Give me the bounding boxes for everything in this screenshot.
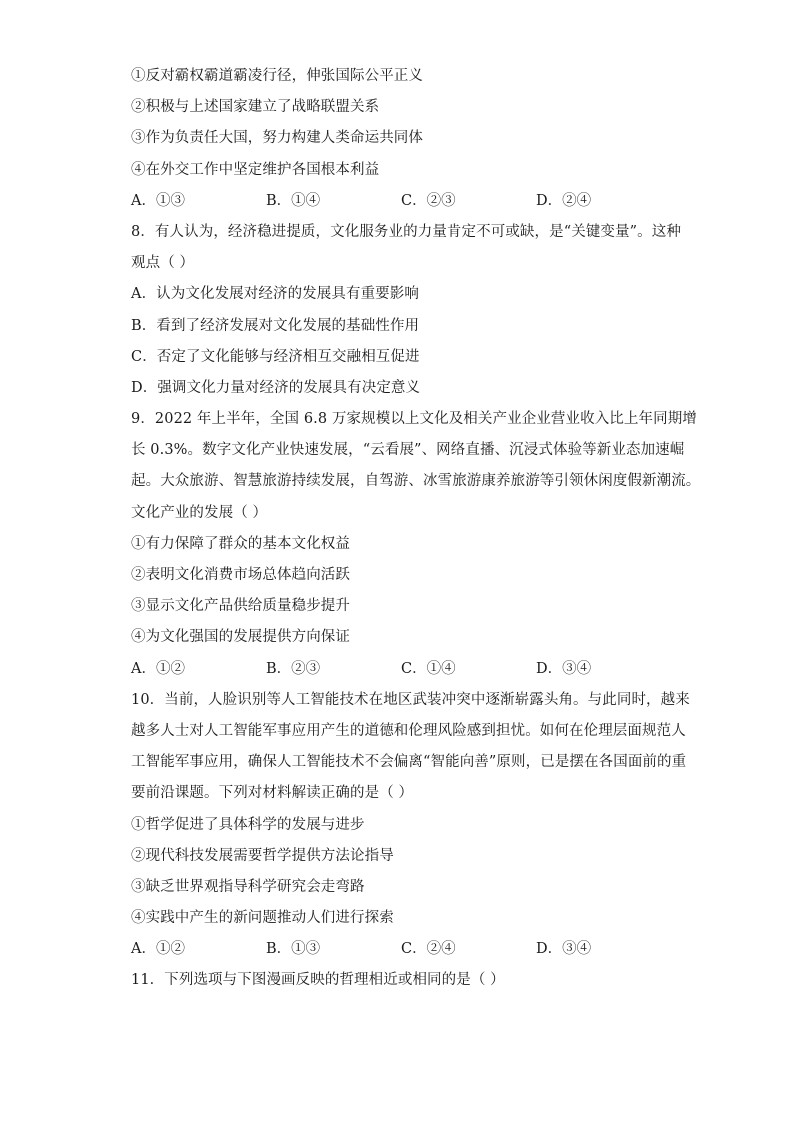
q9-stem-line-1: 9．2022 年上半年，全国 6.8 万家规模以上文化及相关产业企业营业收入比上年同期增 [131,411,697,428]
q9-item-2: ②表明文化消费市场总体趋向活跃 [131,567,350,583]
q9-item-4: ④为文化强国的发展提供方向保证 [131,629,350,646]
question-9 [131,404,701,685]
q9-stem-line-3: 起。大众旅游、智慧旅游持续发展，自驾游、冰雪旅游康养旅游等引领休闲度假新潮流。 [131,473,701,490]
q9-option-b[interactable]: B．②③ [266,660,321,677]
q10-stem-line-3: 工智能军事应用，确保人工智能技术不会偏离“智能向善”原则，已是摆在各国面前的重 [131,754,687,771]
q10-options [131,934,671,965]
question-10 [131,685,690,966]
q10-option-b[interactable]: B．①③ [266,941,321,958]
q10-item-4: ④实践中产生的新问题推动人们进行探索 [131,910,394,927]
q7-item-1: ①反对霸权霸道霸凌行径，伸张国际公平正义 [131,68,423,84]
q7-item-2: ②积极与上述国家建立了战略联盟关系 [131,99,380,116]
question-7 [131,61,671,217]
q9-stem-line-2: 长 0.3%。数字文化产业快速发展，“云看展”、网络直播、沉浸式体验等新业态加速崛 [131,442,685,459]
q9-stem-line-4: 文化产业的发展（ ） [131,504,268,521]
q8-choice-a[interactable]: A．认为文化发展对经济的发展具有重要影响 [131,286,419,303]
q8-stem-line-2: 观点（ ） [131,255,195,272]
q9-item-1: ①有力保障了群众的基本文化权益 [131,535,350,552]
q10-stem-line-1: 10．当前，人脸识别等人工智能技术在地区武装冲突中逐渐崭露头角。与此同时，越来 [131,691,690,708]
q7-item-3: ③作为负责任大国，努力构建人类命运共同体 [131,130,423,147]
q10-item-1: ①哲学促进了具体科学的发展与进步 [131,816,365,833]
question-8 [131,217,681,404]
q10-option-c[interactable]: C．②④ [401,941,456,958]
q9-item-3: ③显示文化产品供给质量稳步提升 [131,598,350,615]
q10-stem-line-2: 越多人士对人工智能军事应用产生的道德和伦理风险感到担忧。如何在伦理层面规范人 [131,722,686,739]
q10-item-3: ③缺乏世界观指导科学研究会走弯路 [131,878,365,895]
q11-stem: 11．下列选项与下图漫画反映的哲理相近或相同的是（ ） [131,972,505,989]
q7-option-d[interactable]: D．②④ [536,192,592,209]
exam-page [131,61,701,997]
q9-options [131,654,671,685]
q10-stem-line-4: 要前沿课题。下列对材料解读正确的是（ ） [131,785,414,802]
q10-item-2: ②现代科技发展需要哲学提供方法论指导 [131,847,394,864]
q7-item-4: ④在外交工作中坚定维护各国根本利益 [131,161,380,178]
q7-options [131,186,671,217]
q8-stem-line-1: 8．有人认为，经济稳进提质，文化服务业的力量肯定不可或缺，是“关键变量”。这种 [131,223,681,240]
q7-option-a[interactable]: A．①③ [131,192,185,209]
q9-option-d[interactable]: D．③④ [536,660,592,677]
q8-choice-d[interactable]: D．强调文化力量对经济的发展具有决定意义 [131,379,421,396]
q7-option-b[interactable]: B．①④ [266,192,321,209]
q7-option-c[interactable]: C．②③ [401,192,456,209]
q10-option-a[interactable]: A．①② [131,941,185,958]
question-11 [131,965,671,996]
q9-option-c[interactable]: C．①④ [401,660,456,677]
q9-option-a[interactable]: A．①② [131,660,185,677]
q8-choice-c[interactable]: C．否定了文化能够与经济相互交融相互促进 [131,348,420,365]
q8-choice-b[interactable]: B．看到了经济发展对文化发展的基础性作用 [131,317,420,334]
q10-option-d[interactable]: D．③④ [536,941,592,958]
